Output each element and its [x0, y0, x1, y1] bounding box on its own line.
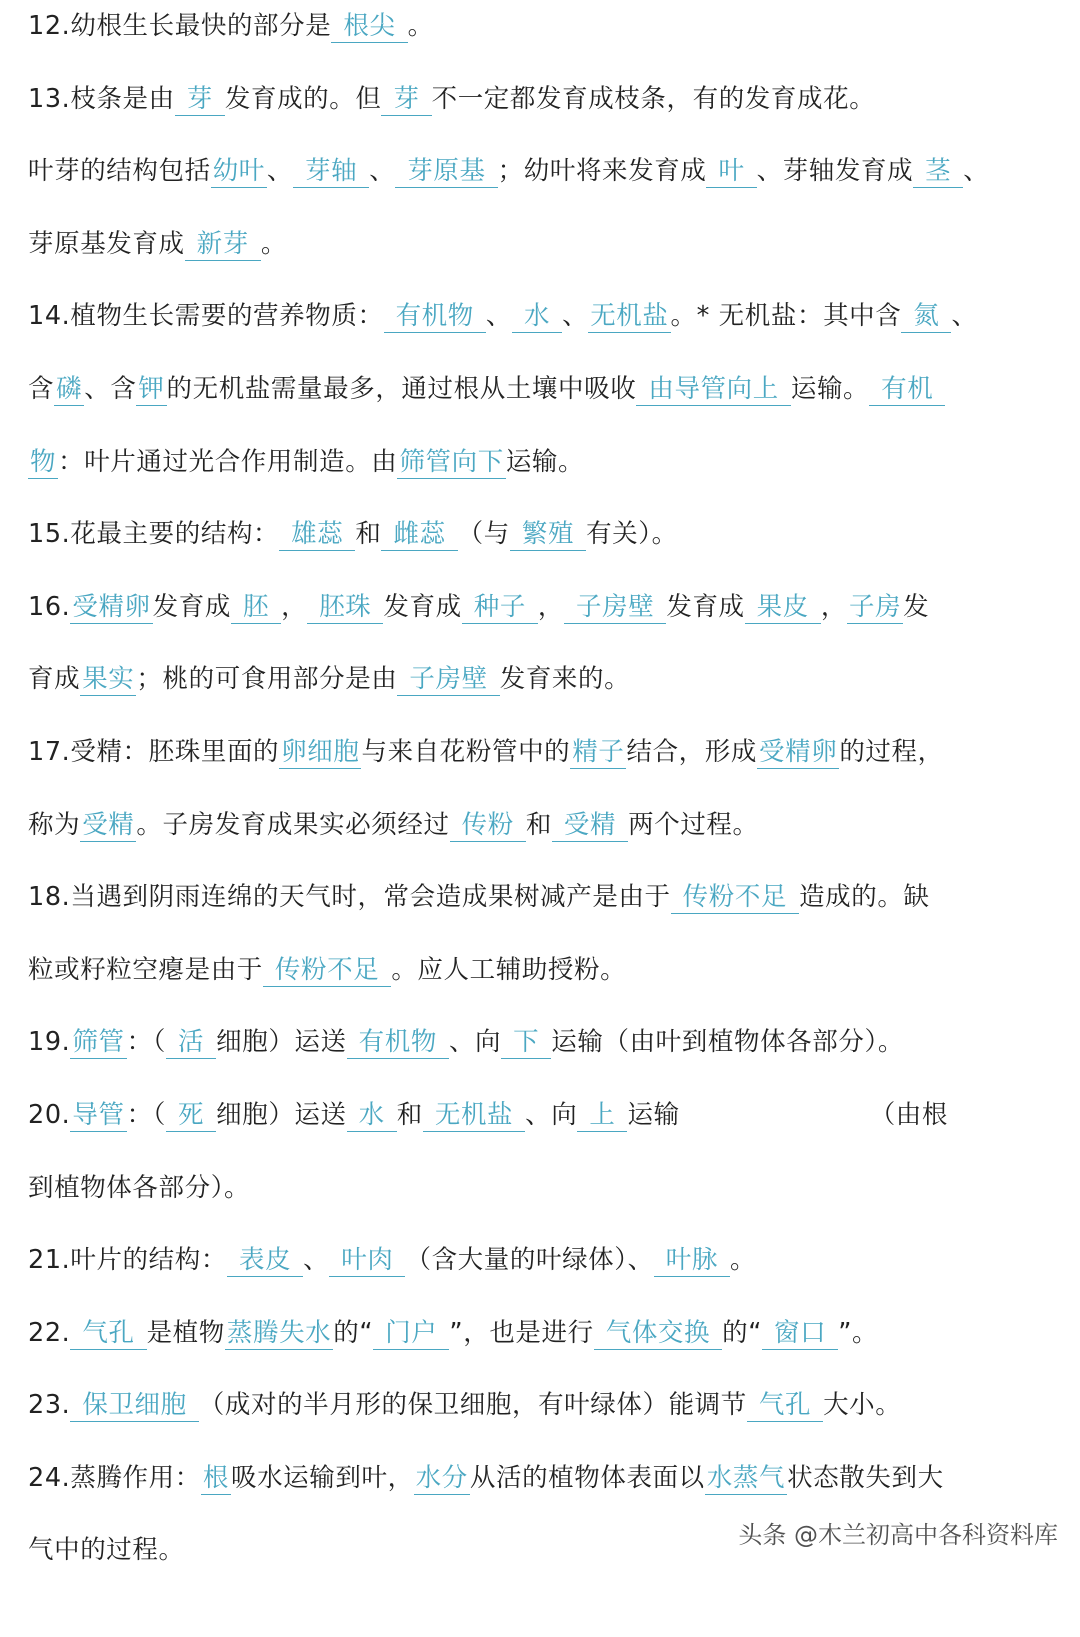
- answer-blank: 保卫细胞: [70, 1389, 198, 1422]
- text-line: [28, 659, 1058, 732]
- text-segment: 18.当遇到阴雨连绵的天气时，常会造成果树减产是由于: [28, 882, 671, 913]
- answer-blank: 芽: [381, 83, 431, 116]
- text-segment: ：叶片通过光合作用制造。由: [58, 446, 398, 477]
- text-segment: 和: [355, 519, 382, 550]
- answer-blank: 果实: [82, 664, 135, 695]
- text-segment: 运输（由叶到植物体各部分）。: [551, 1027, 904, 1058]
- text-segment: 。: [407, 11, 434, 41]
- answer-blank: 筛管向下: [399, 446, 504, 477]
- text-segment: 19.: [28, 1027, 71, 1058]
- watermark: 头条 @木兰初高中各科资料库: [738, 1521, 1058, 1549]
- text-segment: 的无机盐需量最多，通过根从土壤中吸收: [166, 373, 637, 404]
- text-segment: 。: [729, 1245, 757, 1276]
- answer-blank: 气孔: [747, 1389, 823, 1422]
- text-segment: 发育成的。但: [224, 83, 382, 114]
- text-segment: 有关）。: [586, 519, 678, 550]
- answer-blank: 活: [166, 1026, 216, 1059]
- text-segment: 结合，形成: [626, 736, 757, 767]
- text-segment: 的“: [722, 1317, 763, 1348]
- answer-blank: 无机盐: [590, 301, 669, 332]
- text-segment: 和: [525, 809, 552, 840]
- text-segment: （与: [457, 519, 510, 550]
- text-segment: 17.受精：胚珠里面的: [28, 736, 280, 767]
- answer-blank: 有机物: [384, 300, 486, 333]
- text-segment: 称为: [28, 809, 81, 840]
- text-segment: 运输。: [790, 373, 870, 404]
- text-segment: 20.: [28, 1099, 71, 1130]
- text-segment: 、: [266, 156, 294, 187]
- answer-blank: 种子: [462, 591, 538, 624]
- text-segment: 到植物体各部分）。: [28, 1172, 251, 1203]
- text-segment: 气中的过程。: [28, 1535, 185, 1566]
- text-line: [28, 1240, 1058, 1313]
- answer-blank: 钾: [138, 373, 165, 404]
- answer-blank: 有机物: [347, 1026, 449, 1059]
- text-line: [28, 1385, 1058, 1458]
- text-segment: 与来自花粉管中的: [361, 736, 571, 767]
- answer-blank: 上: [577, 1099, 627, 1132]
- answer-blank: 传粉: [450, 809, 526, 842]
- text-segment: 、: [369, 156, 396, 187]
- text-segment: 发育来的。: [499, 664, 631, 695]
- answer-blank: 叶肉: [329, 1244, 405, 1277]
- text-segment: （含大量的叶绿体）、: [405, 1245, 654, 1276]
- answer-blank: 茎: [913, 155, 963, 188]
- text-line: [28, 151, 1058, 224]
- answer-blank: 叶脉: [654, 1244, 730, 1277]
- text-segment: 15.花最主要的结构：: [28, 519, 280, 550]
- text-segment: 吸水运输到叶，: [230, 1462, 414, 1493]
- text-segment: 叶芽的结构包括: [28, 156, 211, 187]
- answer-blank: 卵细胞: [281, 736, 360, 767]
- answer-blank: 水: [347, 1099, 397, 1132]
- text-segment: 育成: [28, 664, 81, 695]
- text-segment: ，: [820, 591, 847, 622]
- answer-blank: 子房壁: [397, 663, 499, 696]
- answer-blank: 精子: [572, 736, 625, 767]
- answer-blank: 受精卵: [72, 591, 151, 622]
- answer-blank: 无机盐: [423, 1099, 525, 1132]
- text-segment: 16.: [28, 591, 71, 622]
- text-segment: 含: [28, 373, 55, 404]
- answer-blank: 表皮: [227, 1244, 303, 1277]
- answer-blank: 芽: [175, 83, 225, 116]
- text-segment: 大小。: [823, 1390, 902, 1421]
- text-segment: 发育成: [666, 591, 745, 622]
- text-segment: 的“: [333, 1317, 374, 1348]
- text-segment: 芽原基发育成: [28, 228, 185, 259]
- text-segment: 运输。: [505, 446, 585, 477]
- answer-blank: 受精卵: [759, 736, 838, 767]
- text-segment: 14.植物生长需要的营养物质：: [28, 301, 384, 332]
- text-line: [28, 514, 1058, 587]
- text-line: [28, 442, 1058, 515]
- text-line: [28, 1022, 1058, 1095]
- text-segment: 、: [485, 301, 512, 332]
- text-segment: 状态散失到大: [787, 1462, 944, 1493]
- text-segment: ；幼叶将来发育成: [497, 156, 707, 187]
- text-segment: 、: [303, 1245, 330, 1276]
- answer-blank: 氮: [901, 300, 951, 333]
- answer-blank: 窗口: [762, 1317, 838, 1350]
- text-segment: 的过程，: [839, 736, 944, 767]
- answer-blank: 由导管向上: [636, 373, 791, 406]
- text-segment: 。: [260, 228, 287, 259]
- text-line: [28, 732, 1058, 805]
- answer-blank: 气孔: [70, 1317, 146, 1350]
- text-segment: 24.蒸腾作用：: [28, 1462, 201, 1493]
- text-segment: 、芽轴发育成: [756, 156, 914, 187]
- text-segment: ，: [537, 591, 565, 622]
- answer-blank: 水: [512, 300, 562, 333]
- text-line: [28, 805, 1058, 878]
- answer-blank: 水分: [415, 1462, 468, 1493]
- answer-blank: 下: [501, 1026, 551, 1059]
- text-segment: 和: [396, 1099, 423, 1130]
- answer-blank: 根: [202, 1462, 229, 1493]
- text-line: [28, 877, 1058, 950]
- answer-blank: 筛管: [72, 1027, 125, 1058]
- text-segment: 两个过程。: [628, 809, 759, 840]
- text-segment: 是植物: [146, 1317, 225, 1348]
- text-line: [28, 224, 1058, 297]
- answer-blank: 传粉不足: [671, 881, 799, 914]
- answer-blank: 气体交换: [594, 1317, 722, 1350]
- text-segment: ：（: [126, 1099, 167, 1130]
- answer-blank: 导管: [72, 1099, 125, 1130]
- text-segment: 不一定都发育成枝条，有的发育成花。: [431, 83, 876, 114]
- text-line: [28, 587, 1058, 660]
- answer-blank: 受精: [552, 809, 628, 842]
- text-segment: 发育成: [152, 591, 231, 622]
- text-line: [28, 296, 1058, 369]
- text-segment: 。子房发育成果实必须经过: [136, 809, 450, 840]
- text-segment: ”。: [838, 1317, 879, 1348]
- text-line: [28, 1095, 1058, 1168]
- text-segment: （成对的半月形的保卫细胞，有叶绿体）能调节: [198, 1390, 747, 1421]
- answer-blank: 幼叶: [212, 156, 265, 187]
- text-segment: 、: [963, 156, 990, 187]
- text-line: [28, 6, 1058, 79]
- answer-blank: 根尖: [331, 10, 407, 43]
- text-segment: 细胞）运送: [216, 1099, 347, 1130]
- document-body: [28, 6, 1058, 1603]
- text-line: [28, 950, 1058, 1023]
- answer-blank: 水蒸气: [706, 1462, 786, 1493]
- text-segment: 23.: [28, 1390, 71, 1421]
- answer-blank: 死: [166, 1099, 216, 1132]
- answer-blank: 蒸腾失水: [226, 1317, 332, 1348]
- answer-blank: 芽原基: [395, 155, 497, 188]
- text-segment: 12.幼根生长最快的部分是: [28, 11, 332, 41]
- text-segment: 。应人工辅助授粉。: [391, 954, 627, 985]
- answer-blank: 子房壁: [564, 591, 666, 624]
- text-segment: ”，也是进行: [449, 1317, 594, 1348]
- text-segment: 。* 无机盐：其中含: [670, 301, 902, 332]
- text-segment: 发育成: [383, 591, 462, 622]
- text-line: [28, 79, 1058, 152]
- text-line: [28, 1313, 1058, 1386]
- text-segment: （由根: [869, 1099, 948, 1130]
- text-segment: 22.: [28, 1317, 71, 1348]
- answer-blank: 门户: [373, 1317, 449, 1350]
- answer-blank: 叶: [706, 155, 756, 188]
- answer-blank: 雄蕊: [279, 518, 355, 551]
- text-segment: 21.叶片的结构：: [28, 1245, 227, 1276]
- text-line: [28, 369, 1058, 442]
- text-segment: 、含: [84, 373, 137, 404]
- answer-blank: 芽轴: [293, 155, 369, 188]
- text-segment: 造成的。缺: [799, 882, 930, 913]
- text-segment: 13.枝条是由: [28, 83, 175, 114]
- answer-blank: 新芽: [185, 228, 261, 261]
- answer-blank: 传粉不足: [263, 954, 391, 987]
- text-segment: 运输: [627, 1099, 680, 1130]
- text-segment: 粒或籽粒空瘪是由于: [28, 954, 263, 985]
- answer-blank: 磷: [56, 373, 83, 404]
- answer-blank: 物: [30, 446, 57, 477]
- text-segment: 、向: [525, 1099, 578, 1130]
- answer-blank: 胚: [231, 591, 281, 624]
- text-segment: ，: [281, 591, 308, 622]
- answer-blank: 果皮: [745, 591, 821, 624]
- text-segment: 细胞）运送: [216, 1027, 347, 1058]
- answer-blank: 繁殖: [510, 518, 586, 551]
- answer-blank: 子房: [848, 591, 902, 622]
- text-segment: 从活的植物体表面以: [469, 1462, 705, 1493]
- text-segment: 、: [951, 301, 978, 332]
- text-line: [28, 1168, 1058, 1241]
- answer-blank: 雌蕊: [381, 518, 457, 551]
- answer-blank: 有机: [869, 373, 945, 406]
- text-segment: ；桃的可食用部分是由: [136, 664, 398, 695]
- text-segment: 、: [562, 301, 589, 332]
- answer-blank: 受精: [82, 809, 135, 840]
- text-segment: 、向: [448, 1027, 502, 1058]
- text-segment: ：（: [126, 1027, 167, 1058]
- answer-blank: 胚珠: [307, 591, 383, 624]
- text-segment: 发: [903, 591, 930, 622]
